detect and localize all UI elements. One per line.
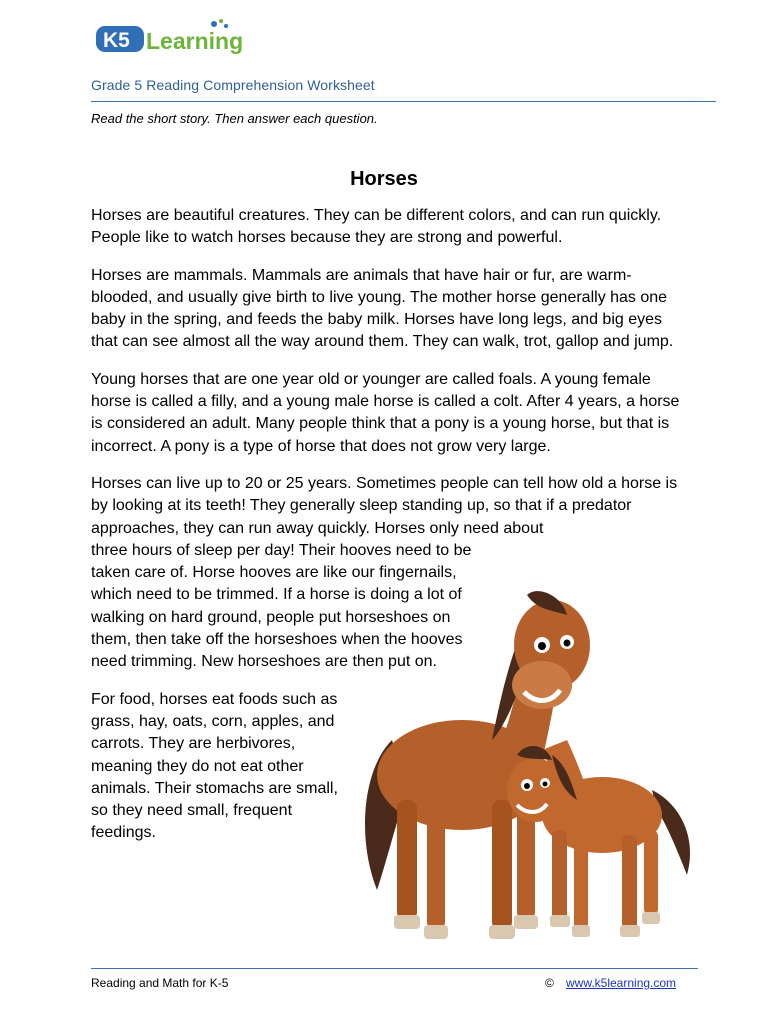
horses-illustration <box>352 590 722 955</box>
paragraph: Young horses that are one year old or younger are called foals. A young female horse is called a filly, and a young male horse is called a colt. After 4 years, a horse is considered an adult. Many people think that a pony is a young horse, but that is incorrect. A pony is a type of horse that does not grow very large. <box>91 370 680 455</box>
k5-learning-logo <box>96 18 266 60</box>
k5learning-link[interactable]: www.k5learning.com <box>566 976 677 990</box>
paragraph: Horses can live up to 20 or 25 years. Sometimes people can tell how old a horse is by looking at its teeth! They generally sleep standing up, so that if a predator approaches, they can run away quickly. Horses only need about <box>91 474 678 537</box>
footer-tagline: Reading and Math for K-5 <box>91 976 229 990</box>
logo-learning-text: Learning <box>146 28 244 54</box>
worksheet-subtitle: Grade 5 Reading Comprehension Worksheet <box>91 77 375 93</box>
header-divider <box>91 101 716 102</box>
footer-divider <box>91 968 698 969</box>
story-title: Horses <box>350 168 418 190</box>
instructions: Read the short story. Then answer each question. <box>91 111 378 126</box>
paragraph: Horses are mammals. Mammals are animals that have hair or fur, are warm-blooded, and usually give birth to live young. The mother horse generally has one baby in the spring, and feeds the baby milk. Horses have long legs, and big eyes that can see almost all the way around them. They can walk, trot, gallop and jump. <box>91 266 674 351</box>
logo-k5-text: K5 <box>103 29 130 52</box>
paragraph-continued: three hours of sleep per day! Their hooves need to be taken care of. Horse hooves are like our fingernails, which need to be trimmed. If a horse is doing a lot of walking on hard ground, people put horseshoes on them, then take off the horseshoes when the hooves need trimming. New horseshoes are then put on. <box>91 541 472 671</box>
paragraph: For food, horses eat foods such as grass, hay, oats, corn, apples, and carrots. They are herbivores, meaning they do not eat other animals. Their stomachs are small, so they need small, frequent feedings. <box>91 690 338 842</box>
paragraph: Horses are beautiful creatures. They can be different colors, and can run quickly. People like to watch horses because they are strong and powerful. <box>91 207 662 247</box>
copyright-symbol: © <box>545 976 554 990</box>
